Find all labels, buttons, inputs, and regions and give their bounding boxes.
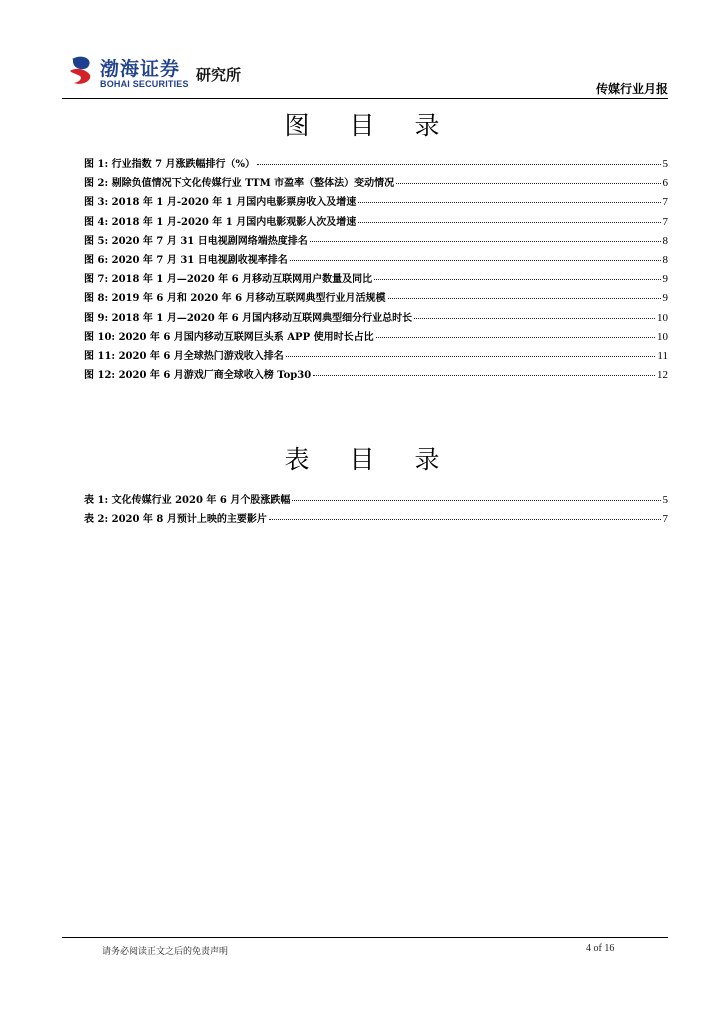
toc-page-number[interactable]: 9 xyxy=(662,292,668,305)
toc-entry-label[interactable]: 表 1: 文化传媒行业 2020 年 6 月个股涨跌幅 xyxy=(84,495,291,506)
figure-toc-row[interactable] xyxy=(84,251,668,270)
toc-page-number[interactable]: 10 xyxy=(657,311,668,324)
toc-dot-leader xyxy=(310,241,661,242)
toc-dot-leader xyxy=(269,519,661,520)
toc-dot-leader xyxy=(374,279,660,280)
toc-page-number[interactable]: 9 xyxy=(662,273,668,286)
figure-toc-row[interactable] xyxy=(84,328,668,347)
toc-dot-leader xyxy=(376,337,655,338)
figure-toc-row[interactable] xyxy=(84,309,668,328)
toc-page-number[interactable]: 7 xyxy=(662,196,668,209)
toc-entry-label[interactable]: 图 3: 2018 年 1 月-2020 年 1 月国内电影票房收入及增速 xyxy=(84,197,357,209)
footer-divider xyxy=(62,937,668,938)
institute-label: 研究所 xyxy=(196,66,242,84)
toc-entry-label[interactable]: 图 12: 2020 年 6 月游戏厂商全球收入榜 Top30 xyxy=(84,370,312,382)
toc-dot-leader xyxy=(290,260,661,261)
toc-entry-label[interactable]: 图 7: 2018 年 1 月—2020 年 6 月移动互联网用户数量及同比 xyxy=(84,274,373,286)
toc-page-number[interactable]: 8 xyxy=(662,234,668,247)
figure-list-title: 图 目 录 xyxy=(284,111,456,140)
toc-entry-label[interactable]: 图 6: 2020 年 7 月 31 日电视剧收视率排名 xyxy=(84,254,288,266)
figure-list xyxy=(84,155,668,385)
toc-page-number[interactable]: 10 xyxy=(657,330,668,343)
figure-toc-row[interactable] xyxy=(84,155,668,174)
toc-dot-leader xyxy=(358,202,660,203)
toc-dot-leader xyxy=(414,318,655,319)
figure-toc-row[interactable] xyxy=(84,174,668,193)
toc-entry-label[interactable]: 图 4: 2018 年 1 月-2020 年 1 月国内电影观影人次及增速 xyxy=(84,216,357,228)
table-list-title: 表 目 录 xyxy=(284,445,456,474)
toc-page-number[interactable]: 6 xyxy=(662,177,668,190)
toc-dot-leader xyxy=(292,500,660,501)
toc-dot-leader xyxy=(388,298,661,299)
table-toc-row[interactable] xyxy=(84,510,668,529)
toc-entry-label[interactable]: 图 10: 2020 年 6 月国内移动互联网巨头系 APP 使用时长占比 xyxy=(84,331,374,343)
header-divider xyxy=(62,98,668,99)
figure-toc-row[interactable] xyxy=(84,213,668,232)
toc-page-number[interactable]: 7 xyxy=(662,215,668,228)
toc-dot-leader xyxy=(257,164,660,165)
page-header xyxy=(62,52,668,98)
disclaimer-note: 请务必阅读正文之后的免责声明 xyxy=(102,947,229,957)
figure-toc-row[interactable] xyxy=(84,289,668,308)
toc-entry-label[interactable]: 图 8: 2019 年 6 月和 2020 年 6 月移动互联网典型行业月活规模 xyxy=(84,293,386,305)
toc-page-number[interactable]: 8 xyxy=(662,253,668,266)
toc-dot-leader xyxy=(358,222,660,223)
logo-chinese-text: 渤海证券 xyxy=(100,58,181,80)
toc-entry-label[interactable]: 图 11: 2020 年 6 月全球热门游戏收入排名 xyxy=(84,350,284,362)
table-list xyxy=(84,491,668,529)
toc-page-number[interactable]: 12 xyxy=(657,369,668,382)
page-indicator: 4 of 16 xyxy=(586,943,615,954)
figure-toc-row[interactable] xyxy=(84,347,668,366)
toc-entry-label[interactable]: 图 5: 2020 年 7 月 31 日电视剧网络端热度排名 xyxy=(84,235,308,247)
toc-dot-leader xyxy=(313,375,655,376)
toc-entry-label[interactable]: 表 2: 2020 年 8 月预计上映的主要影片 xyxy=(84,514,267,526)
figure-toc-row[interactable] xyxy=(84,232,668,251)
figure-toc-row[interactable] xyxy=(84,270,668,289)
toc-page-number[interactable]: 5 xyxy=(662,494,668,506)
figure-toc-row[interactable] xyxy=(84,366,668,385)
bohai-logo-icon xyxy=(68,55,94,85)
logo-english-text: BOHAI SECURITIES xyxy=(100,79,189,89)
report-type-label: 传媒行业月报 xyxy=(595,82,668,96)
toc-entry-label[interactable]: 图 9: 2018 年 1 月—2020 年 6 月国内移动互联网典型细分行业总时长 xyxy=(84,312,413,324)
toc-page-number[interactable]: 5 xyxy=(662,158,668,170)
toc-entry-label[interactable]: 图 2: 剔除负值情况下文化传媒行业 TTM 市盈率（整体法）变动情况 xyxy=(84,178,395,190)
toc-entry-label[interactable]: 图 1: 行业指数 7 月涨跌幅排行（%） xyxy=(84,159,256,170)
toc-dot-leader xyxy=(396,183,660,184)
toc-page-number[interactable]: 11 xyxy=(657,349,668,362)
toc-dot-leader xyxy=(286,356,656,357)
toc-page-number[interactable]: 7 xyxy=(662,513,668,526)
table-toc-row[interactable] xyxy=(84,491,668,510)
figure-toc-row[interactable] xyxy=(84,193,668,212)
